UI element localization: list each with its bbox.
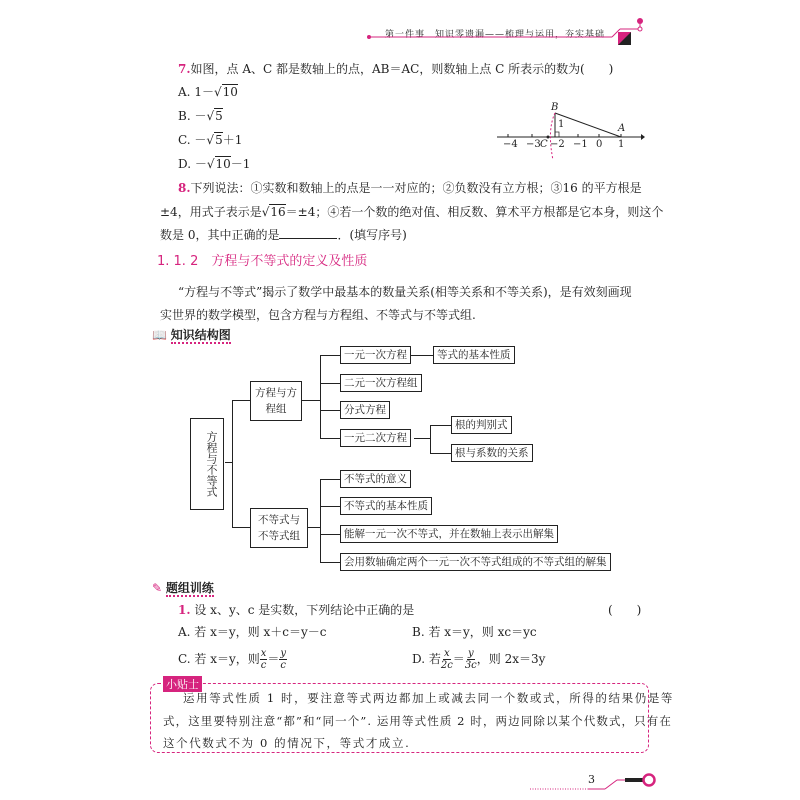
label-height: 1 — [558, 119, 565, 130]
option-b: B. 若 x＝y，则 xc＝yc — [412, 625, 537, 639]
tip-label: 小贴士 — [163, 676, 202, 692]
section-heading: 1. 1. 2 方程与不等式的定义及性质 — [157, 254, 368, 269]
question-8-line3: 数是 0，其中正确的是 ．(填写序号) — [160, 228, 407, 242]
tick-label: −3 — [526, 139, 541, 150]
answer-paren: ( ) — [608, 603, 642, 617]
node-discriminant: 根的判别式 — [451, 416, 512, 434]
label-b: B — [551, 102, 559, 113]
question-8: 8.下列说法：①实数和数轴上的点是一一对应的；②负数没有立方根；③16 的平方根是 — [178, 181, 642, 195]
option-a: A. 若 x＝y，则 x＋c＝y－c — [178, 625, 327, 639]
branch-inequalities: 不等式与不等式组 — [250, 508, 308, 548]
node-inequality-meaning: 不等式的意义 — [340, 470, 411, 488]
node-vieta: 根与系数的关系 — [451, 444, 533, 462]
tick-label: −1 — [573, 139, 588, 150]
node-linear-system: 二元一次方程组 — [340, 374, 422, 392]
label-c: C — [540, 139, 548, 150]
tip-line1: 运用等式性质 1 时，要注意等式两边都加上或减去同一个数或式，所得的结果仍是等 — [183, 691, 675, 705]
intro-line1: “方程与不等式”揭示了数学中最基本的数量关系(相等关系和不等关系)，是有效刻画现 — [178, 285, 632, 299]
question-7: 7.如图，点 A、C 都是数轴上的点，AB＝AC，则数轴上点 C 所表示的数为 — [178, 62, 581, 76]
running-header: 第一件事 知识零遗漏——梳理与运用，夯实基础 — [385, 30, 606, 40]
tick-label: −2 — [550, 139, 565, 150]
practice-heading: ✎ 题组训练 — [152, 581, 214, 595]
node-solve-inequality: 能解一元一次不等式，并在数轴上表示出解集 — [340, 525, 558, 543]
question-8-line2: ±4，用式子表示是√16＝±4；④若一个数的绝对值、相反数、算术平方根都是它本身，则这个 — [160, 205, 664, 219]
node-fractional-equation: 分式方程 — [340, 401, 390, 419]
answer-paren: ( ) — [580, 62, 614, 76]
pencil-icon: ✎ — [152, 581, 163, 595]
footer-decoration — [520, 770, 660, 795]
option-c: C. 若 x＝y，则 $\frac{x}{c}$ ＝ $\frac{y}{c}$ — [178, 648, 287, 671]
tick-label: 1 — [618, 139, 625, 150]
node-equation-properties: 等式的基本性质 — [433, 346, 515, 364]
branch-equations: 方程与方程组 — [250, 381, 302, 421]
node-inequality-system: 会用数轴确定两个一元一次不等式组成的不等式组的解集 — [340, 553, 611, 571]
label-a: A — [618, 123, 626, 134]
node-inequality-properties: 不等式的基本性质 — [340, 497, 432, 515]
header-decoration — [360, 15, 660, 50]
intro-line2: 实世界的数学模型，包含方程与方程组、不等式与不等式组. — [160, 308, 476, 322]
option-c: C. －√5＋1 — [178, 133, 243, 147]
tick-label: −4 — [503, 139, 518, 150]
page-number: 3 — [588, 773, 595, 786]
node-linear-equation: 一元一次方程 — [340, 346, 411, 364]
node-quadratic-equation: 一元二次方程 — [340, 429, 411, 447]
tip-line3: 这个代数式不为 0 的情况下，等式才成立. — [163, 736, 411, 750]
option-b: B. －√5 — [178, 109, 223, 123]
tip-line2: 式，这里要特别注意“都”和“同一个”. 运用等式性质 2 时，两边同除以某个代数式，只有在 — [163, 714, 672, 728]
book-icon: 📖 — [152, 328, 167, 342]
answer-blank[interactable] — [279, 238, 337, 239]
root-node: 方程与不等式 — [190, 418, 224, 510]
option-d: D. 若 $\frac{x}{2c}$ ＝ $\frac{y}{3c}$ ，则 2x＝3y — [412, 648, 546, 671]
option-a: A. 1－√10 — [178, 85, 238, 99]
question-1: 1. 设 x、y、c 是实数，下列结论中正确的是 — [178, 603, 415, 617]
tick-label: 0 — [596, 139, 603, 150]
structure-heading: 📖 知识结构图 — [152, 328, 231, 342]
option-d: D. －√10－1 — [178, 157, 251, 171]
